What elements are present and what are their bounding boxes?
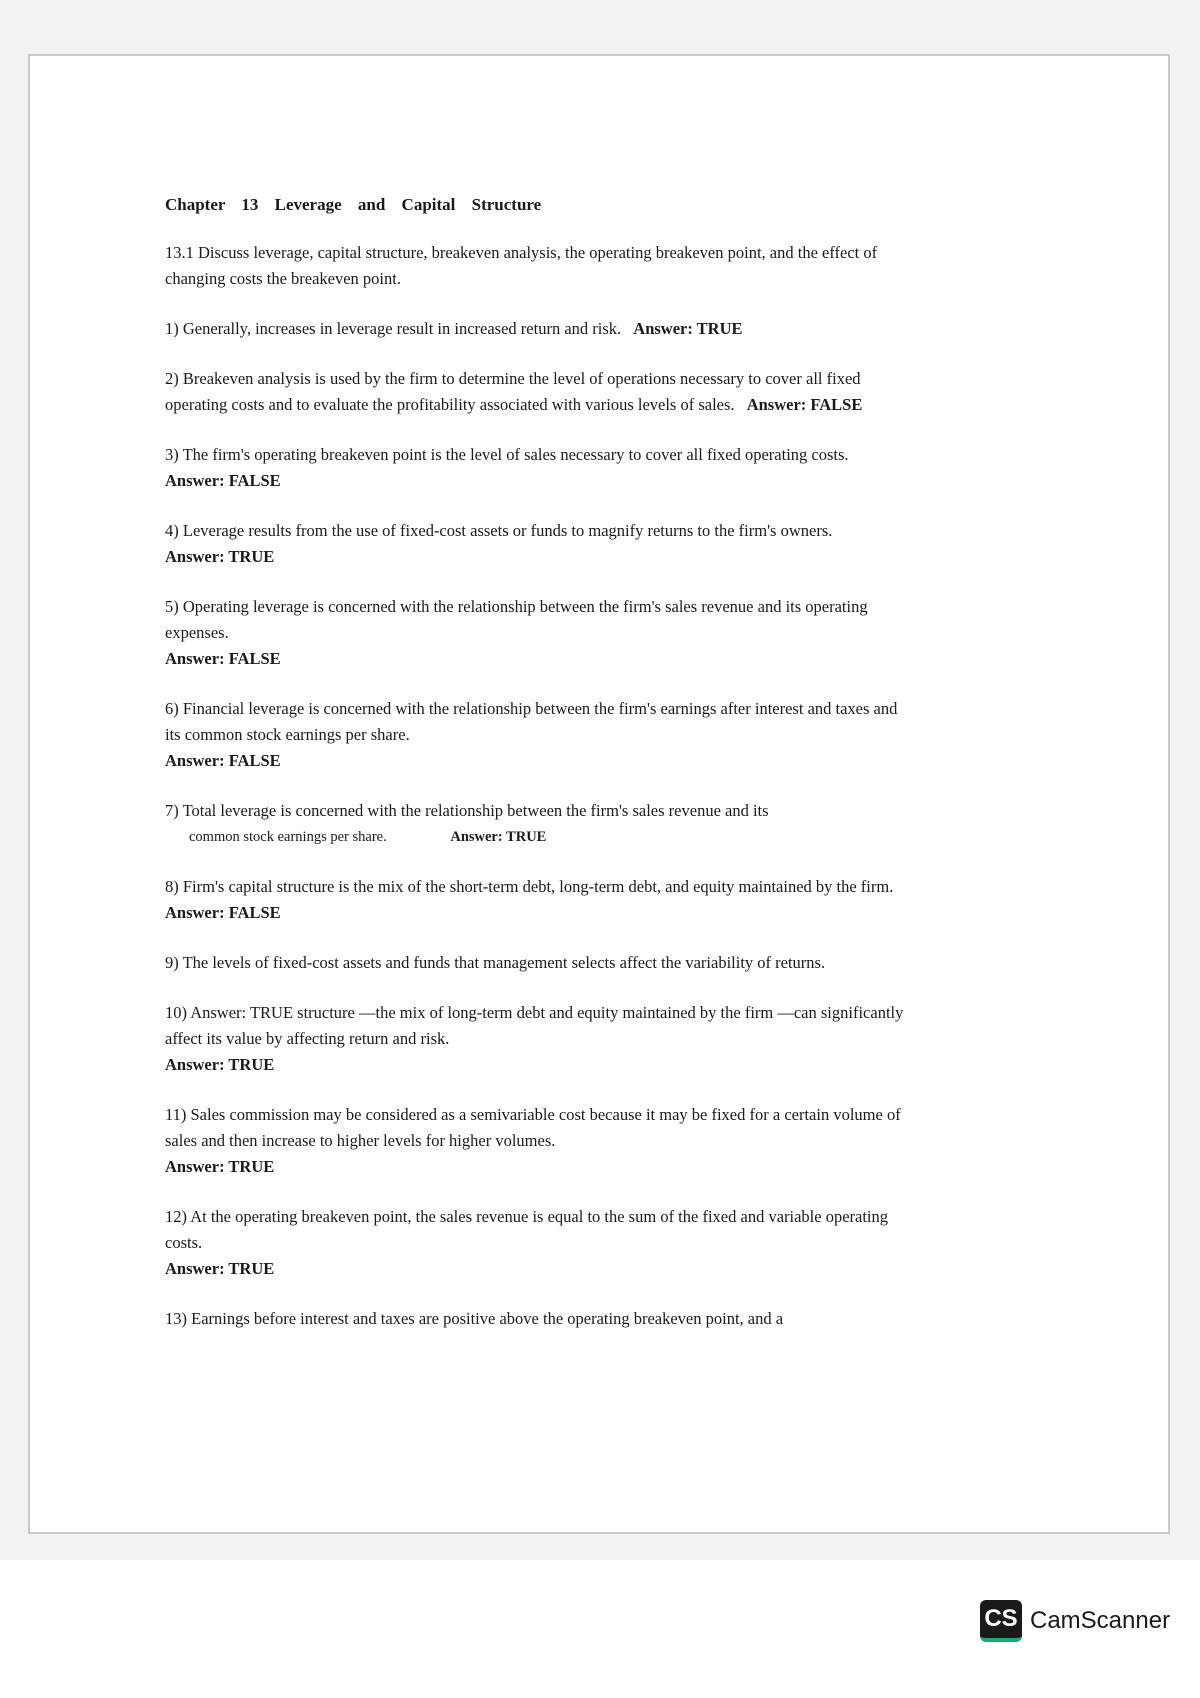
question-text: 9) The levels of fixed-cost assets and funds that management selects affect the variability of returns. xyxy=(165,953,826,972)
question-text: 6) Financial leverage is concerned with the relationship between the firm's earnings after interest and taxes and its common stock earnings per share. xyxy=(165,699,898,744)
answer: Answer: FALSE xyxy=(165,903,281,922)
question-11 xyxy=(165,1102,905,1180)
answer: Answer: TRUE xyxy=(165,547,275,566)
chapter-title: Chapter 13 Leverage and Capital Structure xyxy=(165,195,542,214)
question-text: 5) Operating leverage is concerned with the relationship between the firm's sales revenue and its operating expenses. xyxy=(165,597,868,642)
answer: Answer: FALSE xyxy=(746,395,863,414)
question-13 xyxy=(165,1306,905,1332)
answer: Answer: FALSE xyxy=(165,751,281,770)
question-text: 13) Earnings before interest and taxes are positive above the operating breakeven point, and a xyxy=(165,1309,784,1328)
question-text-continued: common stock earnings per share. xyxy=(189,829,387,845)
answer: Answer: TRUE xyxy=(165,1157,275,1176)
question-2 xyxy=(165,366,905,418)
document-page xyxy=(28,54,1170,1534)
question-text: 12) At the operating breakeven point, the sales revenue is equal to the sum of the fixed and variable operating costs. xyxy=(165,1207,889,1252)
question-text: 8) Firm's capital structure is the mix of the short-term debt, long-term debt, and equity maintained by the firm. xyxy=(165,877,894,896)
camscanner-logo-icon: CS xyxy=(980,1600,1022,1642)
question-text: 4) Leverage results from the use of fixed-cost assets or funds to magnify returns to the firm's owners. xyxy=(165,521,833,540)
question-10 xyxy=(165,1000,905,1078)
answer: Answer: TRUE xyxy=(165,1055,275,1074)
question-1 xyxy=(165,316,905,342)
learning-objective: 13.1 Discuss leverage, capital structure, breakeven analysis, the operating breakeven point, and the effect of changing costs the breakeven point. xyxy=(165,243,878,288)
question-4 xyxy=(165,518,905,570)
question-8 xyxy=(165,874,905,926)
camscanner-watermark xyxy=(980,1600,1170,1642)
question-text: 7) Total leverage is concerned with the relationship between the firm's sales revenue and its xyxy=(165,801,769,820)
question-text: 3) The firm's operating breakeven point is the level of sales necessary to cover all fixed operating costs. xyxy=(165,445,849,464)
question-text: 2) Breakeven analysis is used by the firm to determine the level of operations necessary to cover all fixed operating costs and to evaluate the profitability associated with various levels of sales. xyxy=(165,369,861,414)
question-5 xyxy=(165,594,905,672)
question-3 xyxy=(165,442,905,494)
camscanner-name: CamScanner xyxy=(1030,1607,1171,1634)
question-6 xyxy=(165,696,905,774)
question-12 xyxy=(165,1204,905,1282)
question-text: 10) Answer: TRUE structure —the mix of long-term debt and equity maintained by the firm —can significantly affect its value by affecting return and risk. xyxy=(165,1003,904,1048)
answer: Answer: FALSE xyxy=(165,471,281,490)
question-text: 1) Generally, increases in leverage result in increased return and risk. xyxy=(165,319,622,338)
question-9 xyxy=(165,950,905,976)
answer: Answer: TRUE xyxy=(165,1259,275,1278)
answer: Answer: FALSE xyxy=(165,649,281,668)
answer: Answer: TRUE xyxy=(633,319,743,338)
page-content xyxy=(165,192,905,1356)
question-7 xyxy=(165,798,905,850)
answer: Answer: TRUE xyxy=(450,829,547,845)
question-text: 11) Sales commission may be considered as a semivariable cost because it may be fixed for a certain volume of sales and then increase to higher levels for higher volumes. xyxy=(165,1105,901,1150)
